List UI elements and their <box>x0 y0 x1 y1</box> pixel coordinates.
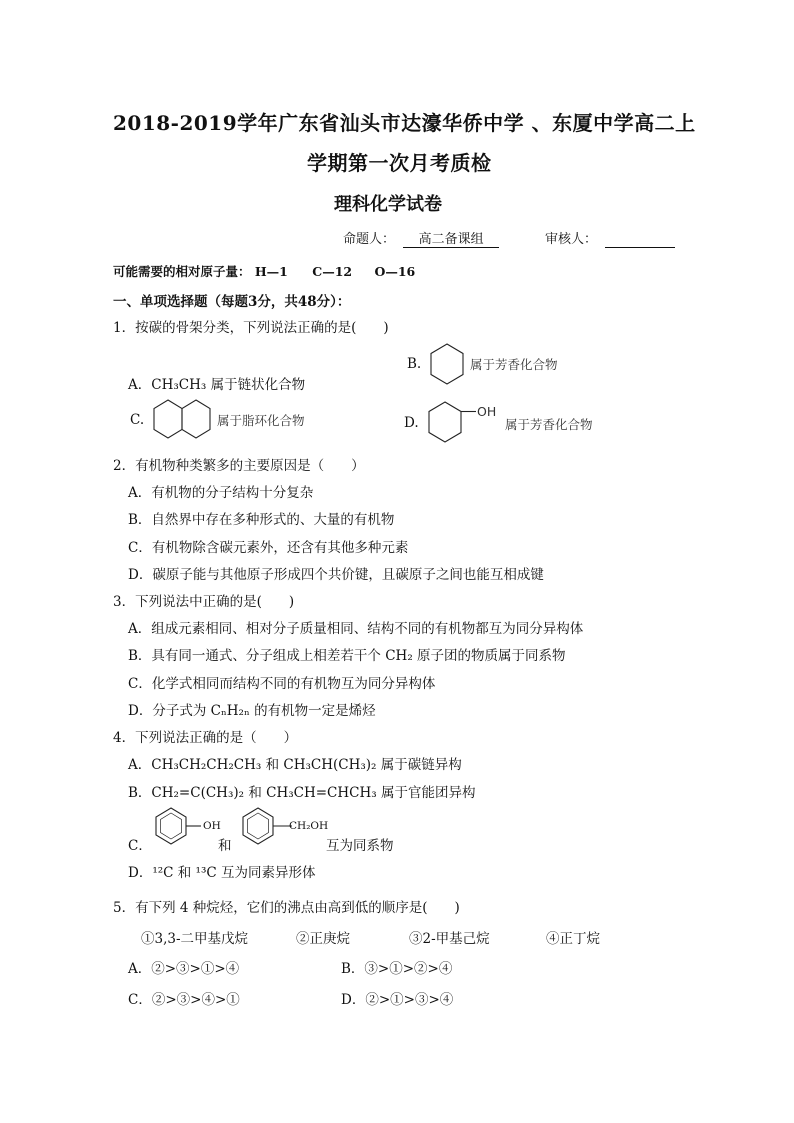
phenol-icon <box>155 808 205 844</box>
q4-option-c-text: 互为同系物 <box>326 838 394 854</box>
q1-option-b-text: 属于芳香化合物 <box>470 357 558 372</box>
q1-option-a: A．CH₃CH₃ 属于链状化合物 <box>128 377 306 393</box>
q4-option-d: D．¹²C 和 ¹³C 互为同素异形体 <box>128 865 316 881</box>
q3-stem: 3．下列说法中正确的是( ) <box>113 594 295 610</box>
q4-option-c-oh: OH <box>203 820 221 832</box>
q1-option-c-text: 属于脂环化合物 <box>217 413 305 428</box>
q5-item-4: ④正丁烷 <box>546 931 600 947</box>
q1-option-b-label: B. <box>407 356 422 372</box>
atomic-masses <box>113 262 415 280</box>
cyclohexanol-icon <box>428 402 478 442</box>
q4-option-c-label: C． <box>128 838 152 854</box>
mass-o: O—16 <box>374 264 416 279</box>
decalin-icon <box>153 400 213 438</box>
subtitle: 理科化学试卷 <box>334 194 442 215</box>
q3-option-a: A．组成元素相同、相对分子质量相同、结构不同的有机物都互为同分异构体 <box>128 621 584 637</box>
q5-option-c: C．②>③>④>① <box>128 992 240 1008</box>
section-heading: 一、单项选择题（每题3分，共48分）： <box>113 294 351 310</box>
reviewer-blank <box>605 232 675 248</box>
atomic-masses-label: 可能需要的相对原子量： <box>113 264 251 279</box>
q1-option-d-oh: OH <box>477 404 497 419</box>
q5-item-1: ①3,3-二甲基戊烷 <box>141 931 249 947</box>
q4-option-a: A．CH₃CH₂CH₂CH₃ 和 CH₃CH(CH₃)₂ 属于碳链异构 <box>128 757 462 773</box>
q3-option-b: B．具有同一通式、分子组成上相差若干个 CH₂ 原子团的物质属于同系物 <box>128 648 566 664</box>
author-line <box>343 228 499 248</box>
q5-option-a: A．②>③>①>④ <box>128 961 240 977</box>
q2-option-d: D．碳原子能与其他原子形成四个共价键，且碳原子之间也能互相成键 <box>128 567 544 583</box>
q5-item-3: ③2-甲基己烷 <box>409 931 490 947</box>
reviewer-label: 审核人： <box>545 232 598 247</box>
q4-stem: 4．下列说法正确的是（ ） <box>113 730 298 746</box>
q3-option-c: C．化学式相同而结构不同的有机物互为同分异构体 <box>128 676 436 692</box>
reviewer-line <box>545 228 675 248</box>
q3-option-d: D．分子式为 CₙH₂ₙ 的有机物一定是烯烃 <box>128 703 376 719</box>
q2-option-b: B．自然界中存在多种形式的、大量的有机物 <box>128 512 395 528</box>
q1-option-c-label: C. <box>130 412 145 428</box>
mass-h: H—1 <box>254 264 288 279</box>
q1-option-d-label: D. <box>404 415 419 431</box>
q5-item-2: ②正庚烷 <box>296 931 350 947</box>
title-line-2: 学期第一次月考质检 <box>307 151 492 175</box>
benzene-ring-icon <box>430 344 464 384</box>
q2-option-c: C．有机物除含碳元素外，还含有其他多种元素 <box>128 540 409 556</box>
q5-option-d: D．②>①>③>④ <box>341 992 454 1008</box>
q5-stem: 5．有下列 4 种烷烃，它们的沸点由高到低的顺序是( ) <box>113 900 460 916</box>
q1-option-d-text: 属于芳香化合物 <box>505 417 593 432</box>
q1-stem: 1．按碳的骨架分类，下列说法正确的是( ) <box>113 320 389 336</box>
q4-option-b: B．CH₂=C(CH₃)₂ 和 CH₃CH=CHCH₃ 属于官能团异构 <box>128 785 476 801</box>
q2-stem: 2．有机物种类繁多的主要原因是（ ） <box>113 458 365 474</box>
title-line-1: 2018-2019学年广东省汕头市达濠华侨中学 、东厦中学高二上 <box>113 111 696 135</box>
q5-option-b: B．③>①>②>④ <box>341 961 453 977</box>
q4-option-c-and: 和 <box>218 838 232 854</box>
q4-option-c-ch2oh: CH₂OH <box>289 820 329 832</box>
q2-option-a: A．有机物的分子结构十分复杂 <box>128 485 314 501</box>
author-value: 高二备课组 <box>403 228 499 248</box>
author-label: 命题人： <box>343 232 396 247</box>
mass-c: C—12 <box>312 264 353 279</box>
